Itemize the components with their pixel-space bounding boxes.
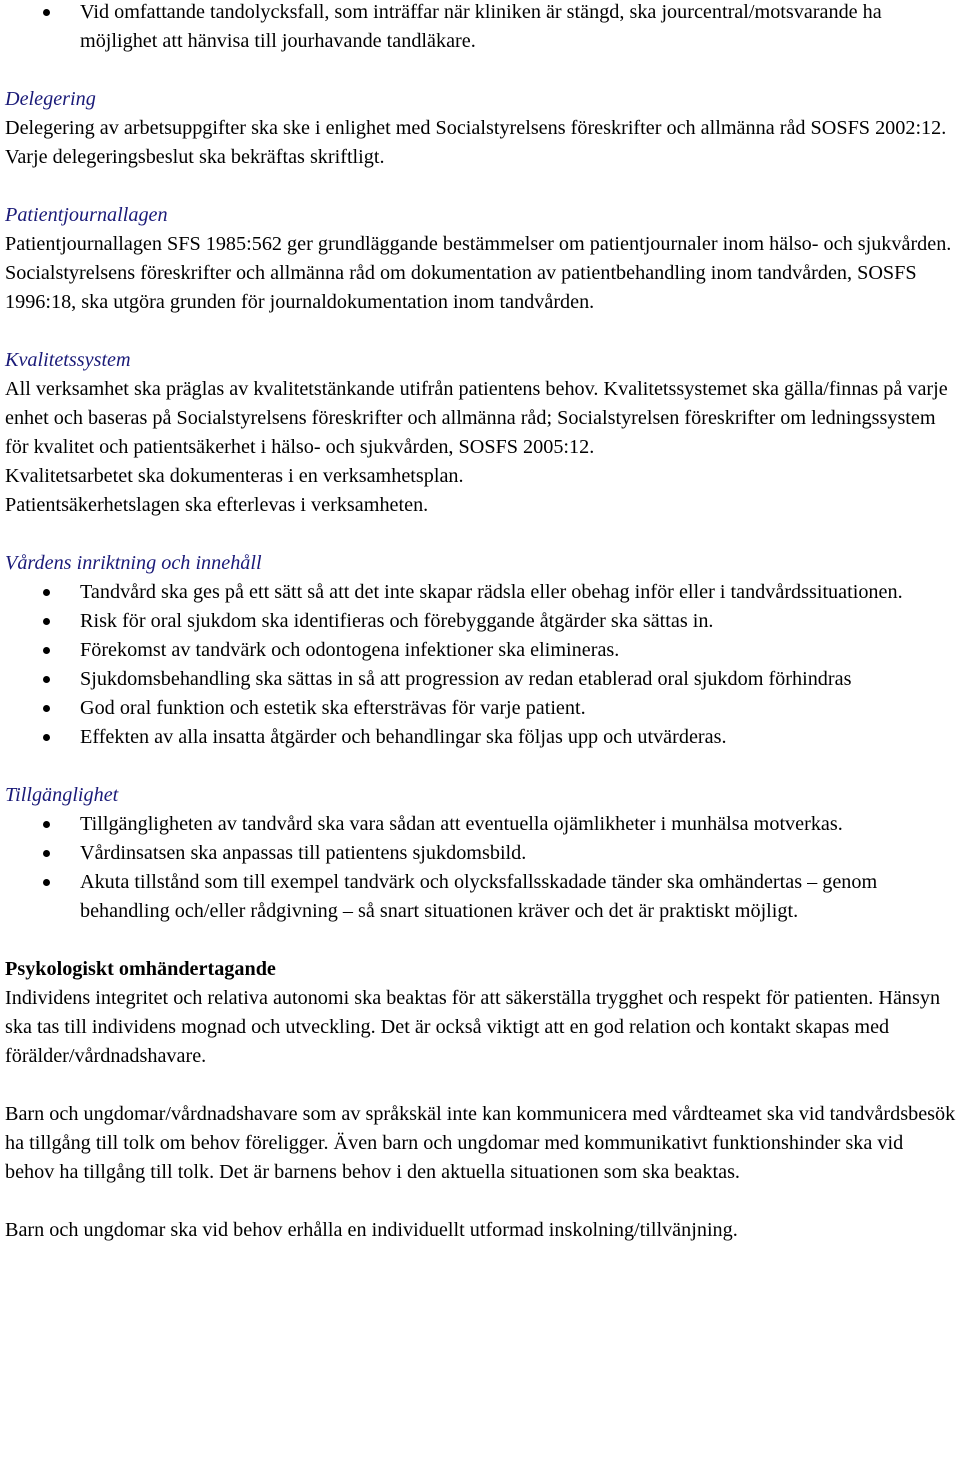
- list-item: God oral funktion och estetik ska eftersträvas för varje patient.: [5, 694, 957, 723]
- paragraph-patientjournallagen: Patientjournallagen SFS 1985:562 ger grundläggande bestämmelser om patientjournaler inom hälso- och sjukvården. Socialstyrelsens föreskrifter och allmänna råd om dokumentation av patientbehandling inom tandvården, SOSFS 1996:18, ska utgöra grunden för journaldokumentation inom tandvården.: [5, 233, 952, 313]
- bullet-icon: [43, 647, 50, 654]
- section-heading-patientjournallagen: Patientjournallagen: [5, 204, 168, 226]
- list-item: Vårdinsatsen ska anpassas till patientens sjukdomsbild.: [5, 839, 957, 868]
- section-heading-psykologiskt: Psykologiskt omhändertagande: [5, 958, 276, 980]
- bullet-icon: [43, 618, 50, 625]
- top-bullet-list: [5, 0, 957, 56]
- list-item: Förekomst av tandvärk och odontogena infektioner ska elimineras.: [5, 636, 957, 665]
- paragraph-patientsakerhetslagen: Patientsäkerhetslagen ska efterlevas i verksamheten.: [5, 494, 429, 516]
- section-heading-kvalitetssystem: Kvalitetssystem: [5, 349, 131, 371]
- list-item: Tandvård ska ges på ett sätt så att det inte skapar rädsla eller obehag inför eller i tandvårdssituationen.: [5, 578, 957, 607]
- paragraph-delegering: Delegering av arbetsuppgifter ska ske i enlighet med Socialstyrelsens föreskrifter och allmänna råd SOSFS 2002:12. Varje delegeringsbeslut ska bekräftas skriftligt.: [5, 117, 947, 168]
- list-item: Vid omfattande tandolycksfall, som inträffar när kliniken är stängd, ska jourcentral/motsvarande ha möjlighet att hänvisa till jourhavande tandläkare.: [5, 0, 957, 56]
- section-heading-vardens-inriktning: Vårdens inriktning och innehåll: [5, 552, 262, 574]
- list-item: Akuta tillstånd som till exempel tandvärk och olycksfallsskadade tänder ska omhändertas – genom behandling och/eller rådgivning – så snart situationen kräver och det är praktiskt möjligt.: [5, 868, 957, 926]
- paragraph-kvalitetssystem: All verksamhet ska präglas av kvalitetstänkande utifrån patientens behov. Kvalitetssystemet ska gälla/finnas på varje enhet och baseras på Socialstyrelsens föreskrifter och allmänna råd; Socialstyrelsen föreskrifter om ledningssystem för kvalitet och patientsäkerhet i hälso- och sjukvården, SOSFS 2005:12.: [5, 378, 948, 458]
- paragraph-psykologiskt-2: Barn och ungdomar/vårdnadshavare som av språkskäl inte kan kommunicera med vårdteamet ska vid tandvårdsbesök ha tillgång till tolk om behov föreligger. Även barn och ungdomar med kommunikativt funktionshinder ska vid behov ha tillgång till tolk. Det är barnens behov i den aktuella situationen som ska beaktas.: [5, 1103, 956, 1183]
- document-page: [5, 0, 957, 1245]
- section-heading-delegering: Delegering: [5, 88, 96, 110]
- bullet-icon: [43, 676, 50, 683]
- bullet-icon: [43, 589, 50, 596]
- bullet-icon: [43, 821, 50, 828]
- list-item: Sjukdomsbehandling ska sättas in så att progression av redan etablerad oral sjukdom förhindras: [5, 665, 957, 694]
- bullet-icon: [43, 879, 50, 886]
- list-item: Risk för oral sjukdom ska identifieras och förebyggande åtgärder ska sättas in.: [5, 607, 957, 636]
- paragraph-psykologiskt-1: Individens integritet och relativa autonomi ska beaktas för att säkerställa trygghet och respekt för patienten. Hänsyn ska tas till individens mognad och utveckling. Det är också viktigt att en god relation och kontakt skapas med förälder/vårdnadshavare.: [5, 987, 941, 1067]
- list-item: Tillgängligheten av tandvård ska vara sådan att eventuella ojämlikheter i munhälsa motverkas.: [5, 810, 957, 839]
- vardens-inriktning-list: [5, 578, 957, 752]
- section-heading-tillganglighet: Tillgänglighet: [5, 784, 119, 806]
- bullet-icon: [43, 850, 50, 857]
- bullet-icon: [43, 734, 50, 741]
- bullet-icon: [43, 705, 50, 712]
- tillganglighet-list: [5, 810, 957, 926]
- list-item: Effekten av alla insatta åtgärder och behandlingar ska följas upp och utvärderas.: [5, 723, 957, 752]
- bullet-icon: [43, 9, 50, 16]
- paragraph-kvalitetsarbete: Kvalitetsarbetet ska dokumenteras i en verksamhetsplan.: [5, 465, 464, 487]
- paragraph-psykologiskt-3: Barn och ungdomar ska vid behov erhålla en individuellt utformad inskolning/tillvänjning.: [5, 1219, 738, 1241]
